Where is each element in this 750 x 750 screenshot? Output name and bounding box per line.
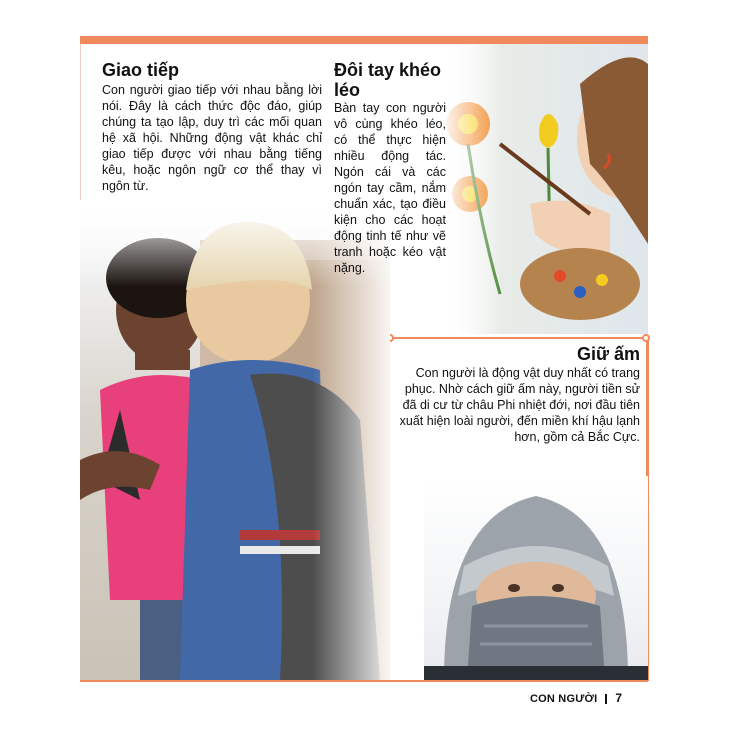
page-footer [530, 691, 622, 705]
section-title-communication: Giao tiếp [102, 60, 180, 80]
section-body-communication: Con người giao tiếp với nhau bằng lời nói. Đây là cách thức độc đáo, giúp chúng ta tạo lập, duy trì các mối quan hệ xã hội. Những động vật khác chỉ giao tiếp được với nhau bằng tiếng kêu, hoặc ngôn ngữ cơ thể thay vì ngôn từ. [102, 83, 322, 193]
photo-girl-painting [440, 44, 648, 334]
photo-person-in-winter-hat [424, 476, 648, 680]
page-frame-bottom [80, 680, 648, 682]
top-accent-bar [80, 36, 648, 44]
section-body-keeping-warm: Con người là động vật duy nhất có trang phục. Nhờ cách giữ ấm này, người tiền sử đã di cư từ châu Phi nhiệt đới, nơi đầu tiên xuất hiện loài người, đến miền khí hậu lạnh hơn, gồm cả Bắc Cực. [399, 366, 640, 444]
section-title-keeping-warm: Giữ ấm [576, 344, 640, 364]
section-title-dexterous-hands: Đôi tay khéo léo [334, 60, 442, 100]
section-divider [390, 337, 648, 339]
section-body-dexterous-hands: Bàn tay con người vô cùng khéo léo, có thể thực hiện nhiều động tác. Ngón cái và các ngón tay cầm, nắm chuẩn xác, tạo điều kiện cho các hoạt động tinh tế như vẽ tranh hoặc kéo vật nặng. [334, 101, 446, 275]
footer-separator [605, 694, 607, 704]
footer-section-label: CON NGƯỜI [530, 693, 598, 705]
divider-dot-right [642, 334, 650, 342]
page-number: 7 [615, 691, 623, 705]
